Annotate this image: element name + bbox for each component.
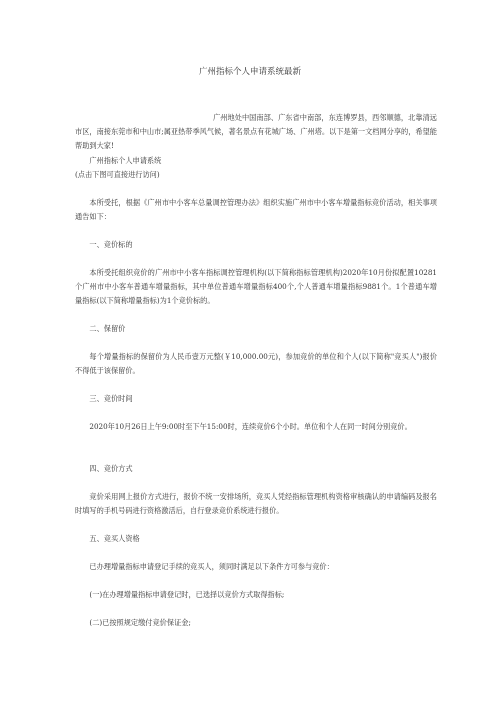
intro-text: 广州地处中国南部、广东省中南部，东连博罗县，西邻顺德，北靠清远市区，南接东莞市和中山市;属亚热带季风气候，著名景点有花城广场、广州塔。以下是第一文档网分享的，希望能帮助到大家!	[75, 113, 437, 150]
system-name: 广州指标个人申请系统	[89, 156, 162, 165]
page-title: 广州指标个人申请系统最新	[198, 67, 301, 77]
section-heading: 四、竞价方式	[89, 464, 133, 473]
condition-item: (一)在办理增量指标申请登记时，已选择以竞价方式取得指标;	[89, 590, 285, 599]
intro-paragraph	[75, 111, 437, 153]
section-heading: 一、竞价标的	[89, 240, 133, 249]
link-hint[interactable]: (点击下图可直接进行访问)	[75, 170, 160, 179]
section-body: 2020年10月26日上午9:00时至下午15:00时，连续竞价6个小时。单位和个人在同一时间分别竞价。	[89, 422, 412, 431]
section-body: 竞价采用网上报价方式进行，报价不统一安排场所，竞买人凭经指标管理机构资格审核确认的申请编码及报名时填写的手机号码进行资格激活后，自行登录竞价系统进行报价。	[75, 492, 437, 515]
section-heading: 二、保留价	[89, 324, 126, 333]
section-body: 每个增量指标的保留价为人民币壹万元整(￥10,000.00元)，参加竞价的单位和个人(以下简称"竞买人")报价不得低于该保留价。	[75, 352, 437, 375]
section-heading: 三、竞价时间	[89, 394, 133, 403]
section-body: 已办理增量指标申请登记手续的竞买人，须同时满足以下条件方可参与竞价：	[89, 562, 334, 571]
section-heading: 五、竞买人资格	[89, 534, 140, 543]
notice-paragraph: 本所受托，根据《广州市中小客车总量调控管理办法》组织实施广州市中小客车增量指标竞价活动，相关事项通告如下：	[75, 198, 437, 221]
condition-item: (二)已按照规定缴付竞价保证金;	[89, 618, 191, 627]
section-body: 本所受托组织竞价的广州市中小客车指标调控管理机构(以下简称指标管理机构)2020年10月份拟配置10281个广州市中小客车普通车增量指标，其中单位普通车增量指标400个,个人普通车增量指标9881个。1个普通车增量指标(以下简称增量指标)为1个竞价标的。	[75, 268, 437, 305]
